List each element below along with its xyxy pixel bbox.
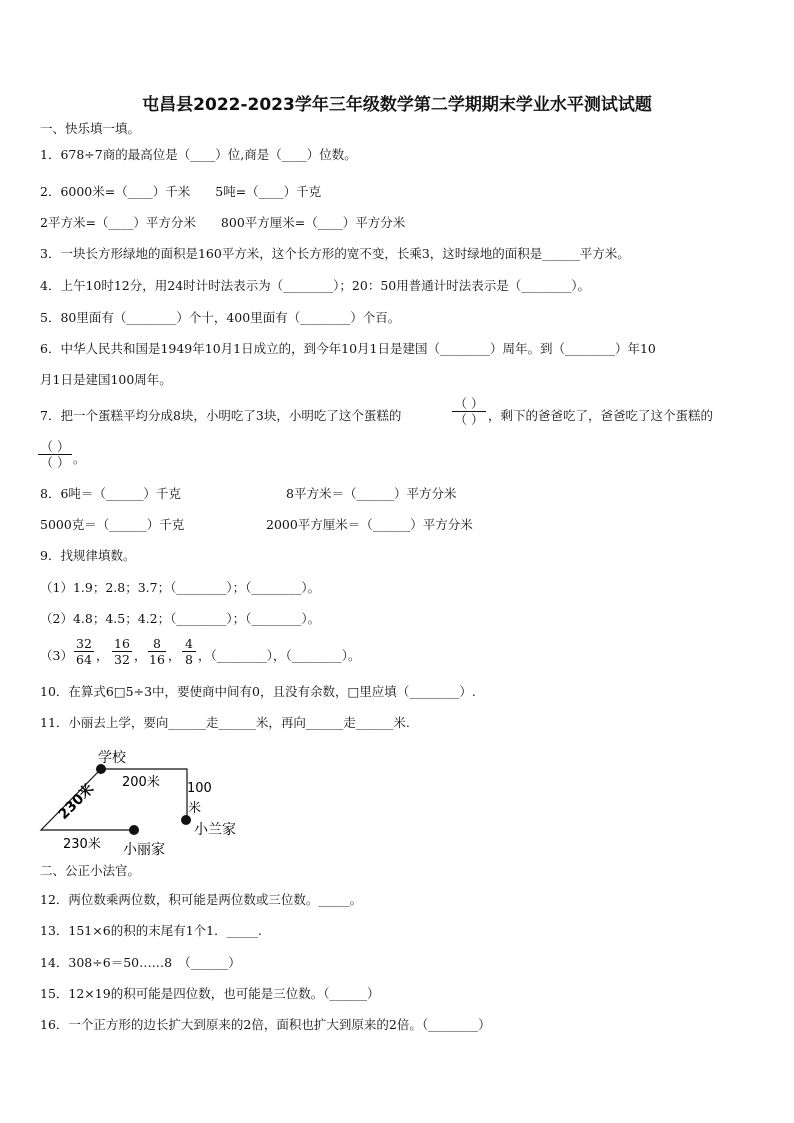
question-8-c: 5000克＝（______）千克 <box>40 517 185 532</box>
fraction-denominator: 16 <box>149 652 165 667</box>
question-8-a: 8．6吨＝（______）千克 <box>40 486 181 501</box>
question-15: 15．12×19的积可能是四位数，也可能是三位数。（______） <box>40 986 380 1001</box>
comma: ， <box>96 648 109 663</box>
question-3: 3．一块长方形绿地的面积是160平方米，这个长方形的宽不变，长乘3，这时绿地的面积是______平方米。 <box>40 246 630 261</box>
xiaoli-home-label: 小丽家 <box>123 842 165 858</box>
question-10: 10．在算式6□5÷3中，要使商中间有0，且没有余数，□里应填（________）. <box>40 684 476 699</box>
question-7-part-1: 7．把一个蛋糕平均分成8块，小明吃了3块，小明吃了这个蛋糕的 <box>40 408 402 423</box>
fraction-numerator-blank: （ ） <box>40 439 70 454</box>
question-14: 14．308÷6＝50……8 （______） <box>40 955 241 970</box>
fraction-denominator: 32 <box>112 651 132 667</box>
fraction-denominator-blank: （ ） <box>38 454 72 470</box>
question-7-part-2: ，剩下的爸爸吃了，爸爸吃了这个蛋糕的 <box>488 408 714 423</box>
section-heading-1: 一、快乐填一填。 <box>40 121 141 136</box>
question-12: 12．两位数乘两位数，积可能是两位数或三位数。_____。 <box>40 892 363 907</box>
question-4: 4．上午10时12分，用24时计时法表示为（________）；20：50用普通计时法表示是（________）。 <box>40 278 590 293</box>
question-6-line-1: 6．中华人民共和国是1949年10月1日成立的，到今年10月1日是建国（________）周年。到（________）年10 <box>40 341 656 356</box>
xiaoli-home-marker <box>129 825 139 835</box>
fraction-16-32 <box>112 636 132 667</box>
school-label: 学校 <box>98 750 126 766</box>
question-8-b: 8平方米＝（______）平方分米 <box>286 486 457 501</box>
question-9: 9．找规律填数。 <box>40 548 136 563</box>
route-diagram <box>30 742 270 864</box>
question-13: 13．151×6的积的末尾有1个1．_____. <box>40 923 262 938</box>
question-1: 1．678÷7商的最高位是（____）位,商是（____）位数。 <box>40 147 357 162</box>
question-9-3-tail: ，（________），（________）。 <box>198 648 361 663</box>
fraction-8-16 <box>148 636 166 667</box>
right-distance-number: 100 <box>187 781 212 796</box>
question-16: 16．一个正方形的边长扩大到原来的2倍，面积也扩大到原来的2倍。（________） <box>40 1017 491 1032</box>
question-9-2: （2）4.8；4.5；4.2；（________）；（________）。 <box>40 611 321 626</box>
diagonal-distance-label: 230米 <box>55 780 98 823</box>
question-9-1: （1）1.9；2.8；3.7；（________）；（________）。 <box>40 580 321 595</box>
question-11: 11．小丽去上学，要向______走______米，再向______走______米. <box>40 715 410 730</box>
fraction-denominator-blank: （ ） <box>452 411 486 427</box>
fraction-denominator: 64 <box>74 651 94 667</box>
fraction-numerator: 32 <box>76 636 92 651</box>
question-5: 5．80里面有（________）个十，400里面有（________）个百。 <box>40 310 401 325</box>
fraction-numerator: 4 <box>185 636 193 651</box>
fraction-32-64 <box>74 636 94 667</box>
section-heading-2: 二、公正小法官。 <box>40 863 141 878</box>
bottom-distance-label: 230米 <box>63 837 101 852</box>
question-8-d: 2000平方厘米＝（______）平方分米 <box>266 517 473 532</box>
fraction-numerator: 8 <box>153 636 161 651</box>
top-distance-label: 200米 <box>122 775 160 790</box>
xiaolan-home-marker <box>181 815 191 825</box>
xiaolan-home-label: 小兰家 <box>194 822 236 838</box>
question-9-3-label: （3） <box>40 648 73 663</box>
fraction-blank-2 <box>38 439 72 470</box>
right-distance-unit: 米 <box>188 801 202 816</box>
fraction-numerator-blank: （ ） <box>454 396 484 411</box>
comma: ， <box>134 648 147 663</box>
fraction-numerator: 16 <box>114 636 130 651</box>
page-title: 屯昌县2022-2023学年三年级数学第二学期期末学业水平测试试题 <box>142 95 652 115</box>
fraction-denominator: 8 <box>182 651 196 667</box>
fraction-4-8 <box>182 636 196 667</box>
fraction-blank-1 <box>452 396 486 427</box>
comma: ， <box>168 648 181 663</box>
question-2-line-1: 2．6000米=（____）千米 5吨=（____）千克 <box>40 184 322 199</box>
question-6-line-2: 月1日是建国100周年。 <box>40 372 172 387</box>
question-7-end: 。 <box>73 451 86 466</box>
question-2-line-2: 2平方米=（____）平方分米 800平方厘米=（____）平方分米 <box>40 215 406 230</box>
